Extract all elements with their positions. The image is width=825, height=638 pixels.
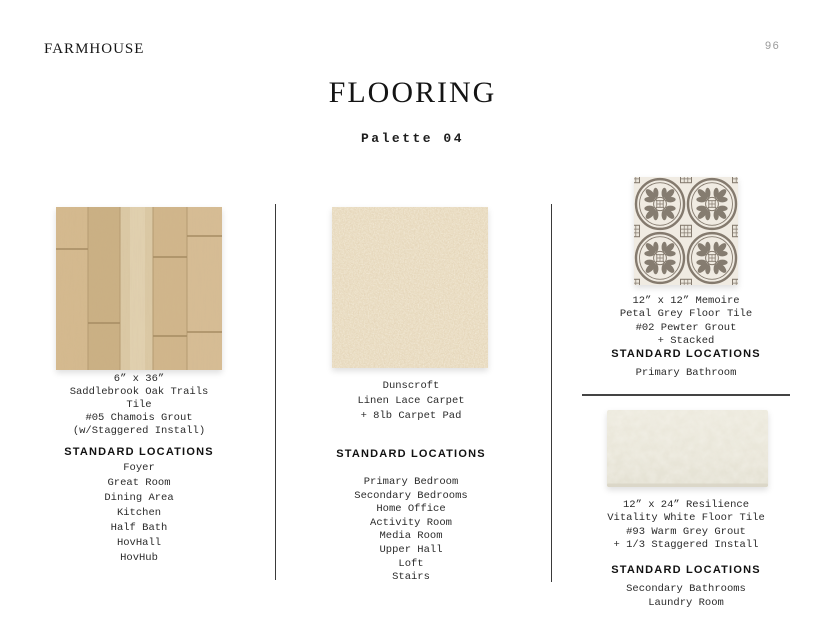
location-item: HovHub	[120, 552, 158, 564]
patterned-tile-swatch	[634, 177, 738, 285]
white-tile-swatch	[607, 410, 768, 487]
location-item: Primary Bedroom	[363, 476, 459, 488]
location-item: HovHall	[116, 537, 162, 549]
product-description	[40, 373, 238, 438]
locations-list	[576, 367, 796, 381]
product-line: 12” x 12” Memoire	[632, 295, 740, 307]
location-item: Secondary Bathrooms	[626, 583, 746, 595]
product-line: #93 Warm Grey Grout	[626, 525, 746, 538]
column-divider-left	[275, 204, 276, 580]
wood-plank-tile-swatch	[56, 207, 222, 370]
location-item: Upper Hall	[379, 543, 443, 556]
product-description	[311, 379, 511, 424]
product-line: Linen Lace Carpet	[357, 395, 465, 407]
brand-name: FARMHOUSE	[44, 41, 145, 57]
location-item: Primary Bathroom	[635, 367, 737, 379]
locations-list	[576, 583, 796, 610]
carpet-texture-swatch	[332, 207, 488, 368]
product-line: 12” x 24” Resilience	[622, 499, 750, 511]
location-item: Stairs	[392, 571, 430, 584]
location-item: Great Room	[107, 477, 171, 489]
product-line: Petal Grey Floor Tile	[619, 308, 753, 321]
location-item: Foyer	[123, 462, 155, 474]
product-line: (w/Staggered Install)	[72, 424, 206, 437]
page-title: FLOORING	[328, 76, 497, 109]
locations-heading: STANDARD LOCATIONS	[336, 448, 486, 460]
location-item: Dining Area	[104, 492, 174, 504]
product-line: 6” x 36”	[113, 373, 165, 385]
locations-heading: STANDARD LOCATIONS	[611, 564, 761, 576]
product-line: Vitality White Floor Tile	[607, 512, 765, 525]
palette-subtitle: Palette 04	[360, 131, 464, 146]
location-item: Half Bath	[110, 522, 168, 534]
product-line: Saddlebrook Oak Trails	[69, 385, 209, 398]
column-divider-right	[551, 204, 552, 582]
location-item: Loft	[398, 557, 424, 570]
location-item: Kitchen	[116, 507, 162, 519]
product-line: Dunscroft	[382, 380, 440, 392]
product-description	[576, 295, 796, 349]
location-item: Secondary Bedrooms	[354, 489, 468, 502]
product-description	[576, 499, 796, 553]
locations-heading: STANDARD LOCATIONS	[64, 446, 214, 458]
page-number: 96	[764, 41, 780, 53]
location-item: Activity Room	[370, 516, 452, 529]
product-line: #05 Chamois Grout	[85, 411, 193, 424]
location-item: Laundry Room	[648, 596, 724, 609]
location-item: Media Room	[379, 530, 443, 543]
product-line: + 8lb Carpet Pad	[360, 410, 462, 422]
product-line: + Stacked	[657, 335, 715, 348]
product-line: + 1/3 Staggered Install	[613, 539, 759, 552]
product-line: Tile	[126, 398, 152, 411]
locations-list	[40, 461, 238, 566]
section-divider	[582, 394, 790, 396]
location-item: Home Office	[376, 503, 446, 516]
product-line: #02 Pewter Grout	[635, 321, 737, 334]
locations-heading: STANDARD LOCATIONS	[611, 348, 761, 360]
locations-list	[311, 476, 511, 585]
